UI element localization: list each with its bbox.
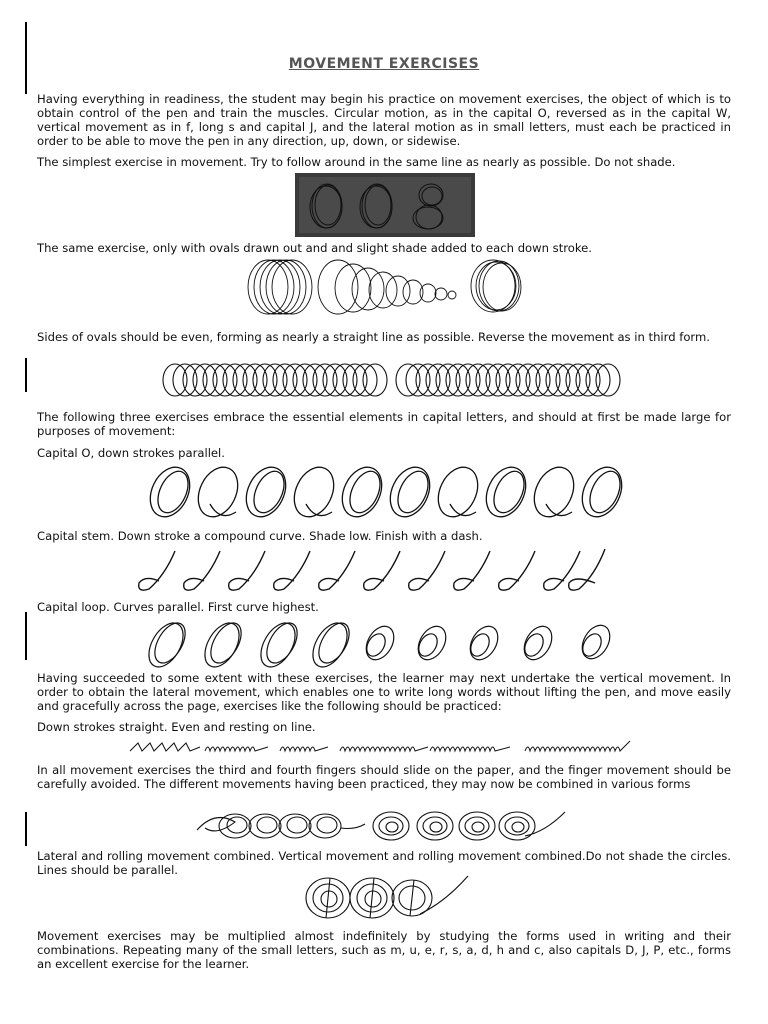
exercise-caption: Having succeeded to some extent with these exercises, the learner may next undertake the vertical movement. In order to obtain the lateral movement, which enables one to write long words without lifting the pen, and move easily and gracefully across the page, exercises like the following should be practiced: bbox=[37, 671, 731, 713]
intro-paragraph: Having everything in readiness, the student may begin his practice on movement exercises, the object of which is to obtain control of the pen and train the muscles. Circular motion, as in the capital O, reversed as in the capital W, vertical movement as in f, long s and capital J, and the lateral motion as in small letters, must each be practiced in order to be able to move the pen in any direction, up, down, or sidewise. bbox=[37, 92, 731, 148]
oval-exercise-plate bbox=[295, 173, 475, 237]
drawn-out-ovals bbox=[238, 258, 530, 316]
combined-movement-exercise bbox=[195, 806, 570, 846]
exercise-caption: The same exercise, only with ovals drawn out and and slight shade added to each down stroke. bbox=[37, 241, 592, 255]
exercise-caption: Down strokes straight. Even and resting on line. bbox=[37, 720, 316, 734]
even-oval-rows bbox=[160, 362, 630, 398]
exercise-caption: The following three exercises embrace the essential elements in capital letters, and should at first be made large for purposes of movement: bbox=[37, 410, 731, 438]
rolling-movement-exercise bbox=[300, 872, 470, 924]
exercise-caption: Lateral and rolling movement combined. Vertical movement and rolling movement combined.Do not shade the circles. Lines should be parallel. bbox=[37, 849, 731, 877]
page-title: MOVEMENT EXERCISES bbox=[288, 56, 480, 72]
closing-paragraph: Movement exercises may be multiplied almost indefinitely by studying the forms used in writing and their combinations. Repeating many of the small letters, such as m, u, e, r, s, a, d, h and c, also capitals D, J, P, etc., forms an excellent exercise for the learner. bbox=[37, 929, 731, 971]
capital-o-exercise bbox=[140, 462, 640, 524]
capital-loop-exercise bbox=[140, 618, 620, 670]
exercise-caption: The simplest exercise in movement. Try to follow around in the same line as nearly as possible. Do not shade. bbox=[37, 155, 676, 169]
exercise-caption: Capital loop. Curves parallel. First curve highest. bbox=[37, 600, 319, 614]
exercise-caption: Capital O, down strokes parallel. bbox=[37, 446, 225, 460]
down-stroke-exercise bbox=[130, 737, 635, 755]
exercise-caption: Sides of ovals should be even, forming as nearly a straight line as possible. Reverse the movement as in third form. bbox=[37, 330, 710, 344]
exercise-caption: Capital stem. Down stroke a compound curve. Shade low. Finish with a dash. bbox=[37, 529, 483, 543]
margin-bar bbox=[25, 358, 27, 392]
exercise-caption: In all movement exercises the third and fourth fingers should slide on the paper, and the finger movement should be carefully avoided. The different movements having been practiced, they may now be combined in various forms bbox=[37, 763, 731, 791]
margin-bar bbox=[25, 612, 27, 660]
capital-stem-exercise bbox=[135, 545, 610, 595]
margin-bar bbox=[25, 812, 27, 846]
